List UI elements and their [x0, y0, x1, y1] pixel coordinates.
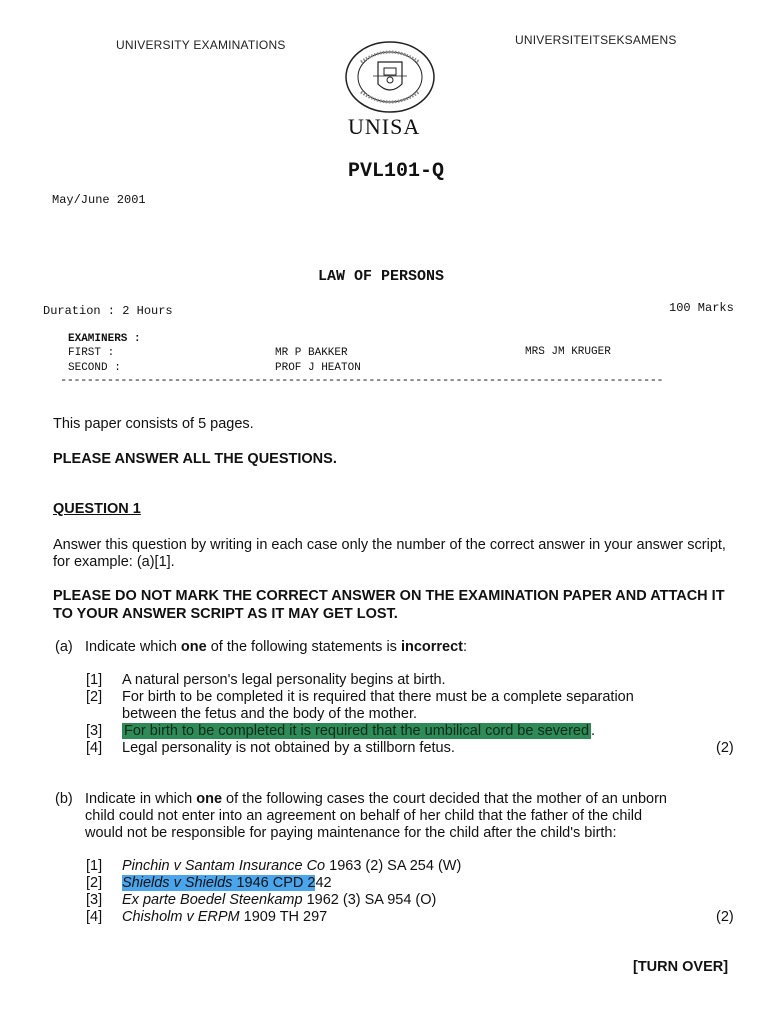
exam-subject: LAW OF PERSONS [318, 268, 445, 285]
second-examiner-label: SECOND : [68, 362, 121, 374]
case-citation: Ex parte Boedel Steenkamp 1962 (3) SA 954 (O) [122, 892, 437, 908]
option-text: For birth to be completed it is required that there must be a complete separation [122, 689, 634, 705]
option-number: [2] [86, 689, 103, 705]
case-citation: Chisholm v ERPM 1909 TH 297 [122, 909, 328, 925]
case-citation: Pinchin v Santam Insurance Co 1963 (2) SA 254 (W) [122, 858, 462, 874]
examiners-heading: EXAMINERS : [68, 333, 141, 345]
second-examiner-1: PROF J HEATON [275, 362, 361, 374]
green-highlight: For birth to be completed it is required that the umbilical cord be severed [124, 723, 590, 739]
paper-code: PVL101-Q [348, 160, 445, 183]
option-text: A natural person's legal personality begins at birth. [122, 672, 446, 688]
first-examiner-label: FIRST : [68, 347, 115, 359]
part-a-prompt: Indicate which one of the following statements is incorrect: [85, 639, 468, 655]
option-text-continued: between the fetus and the body of the mother. [122, 706, 418, 722]
question-1-warning: PLEASE DO NOT MARK THE CORRECT ANSWER ON THE EXAMINATION PAPER AND ATTACH IT TO YOUR ANSWER SCRIPT AS IT MAY GET LOST. [53, 588, 725, 622]
option-number: [1] [86, 672, 103, 688]
question-1-heading: QUESTION 1 [53, 501, 141, 517]
part-a-label: (a) [55, 639, 73, 655]
header-left: UNIVERSITY EXAMINATIONS [116, 38, 286, 52]
university-seal [343, 40, 437, 114]
first-examiner-2: MRS JM KRUGER [525, 346, 611, 358]
answer-all-instruction: PLEASE ANSWER ALL THE QUESTIONS. [53, 451, 337, 467]
option-number: [1] [86, 858, 103, 874]
page-count: This paper consists of 5 pages. [53, 416, 254, 432]
part-b-prompt-line2: child could not enter into an agreement on behalf of her child that the father of the child [85, 808, 643, 824]
exam-duration: Duration : 2 Hours [43, 304, 173, 318]
option-number: [3] [86, 892, 103, 908]
total-marks: 100 Marks [669, 301, 734, 315]
option-number: [4] [86, 740, 103, 756]
part-b-prompt-line3: would not be responsible for paying maintenance for the child after the child's birth: [85, 825, 617, 841]
part-b-prompt: Indicate in which one of the following cases the court decided that the mother of an unborn [85, 791, 667, 807]
header-right: UNIVERSITEITSEKSAMENS [515, 33, 677, 47]
divider-line: ------------------------------------------------------------------------------------------ [60, 373, 664, 387]
option-text-highlighted: For birth to be completed it is required that the umbilical cord be severed . [124, 723, 596, 739]
part-a-marks: (2) [716, 740, 734, 756]
option-number: [4] [86, 909, 103, 925]
first-examiner-1: MR P BAKKER [275, 347, 348, 359]
option-number: [2] [86, 875, 103, 891]
blue-highlight: Shields v Shields 1946 CPD 2 [122, 875, 316, 891]
institution-name: UNISA [348, 114, 421, 139]
case-citation-highlighted: Shields v Shields 1946 CPD 242 [122, 875, 332, 891]
turn-over: [TURN OVER] [633, 959, 729, 975]
exam-date: May/June 2001 [52, 193, 146, 207]
part-b-label: (b) [55, 791, 73, 807]
option-text: Legal personality is not obtained by a stillborn fetus. [122, 740, 455, 756]
question-1-instructions: Answer this question by writing in each case only the number of the correct answer in your answer script, for example: (a)[1]. [53, 537, 726, 570]
part-b-marks: (2) [716, 909, 734, 925]
option-number: [3] [86, 723, 103, 739]
